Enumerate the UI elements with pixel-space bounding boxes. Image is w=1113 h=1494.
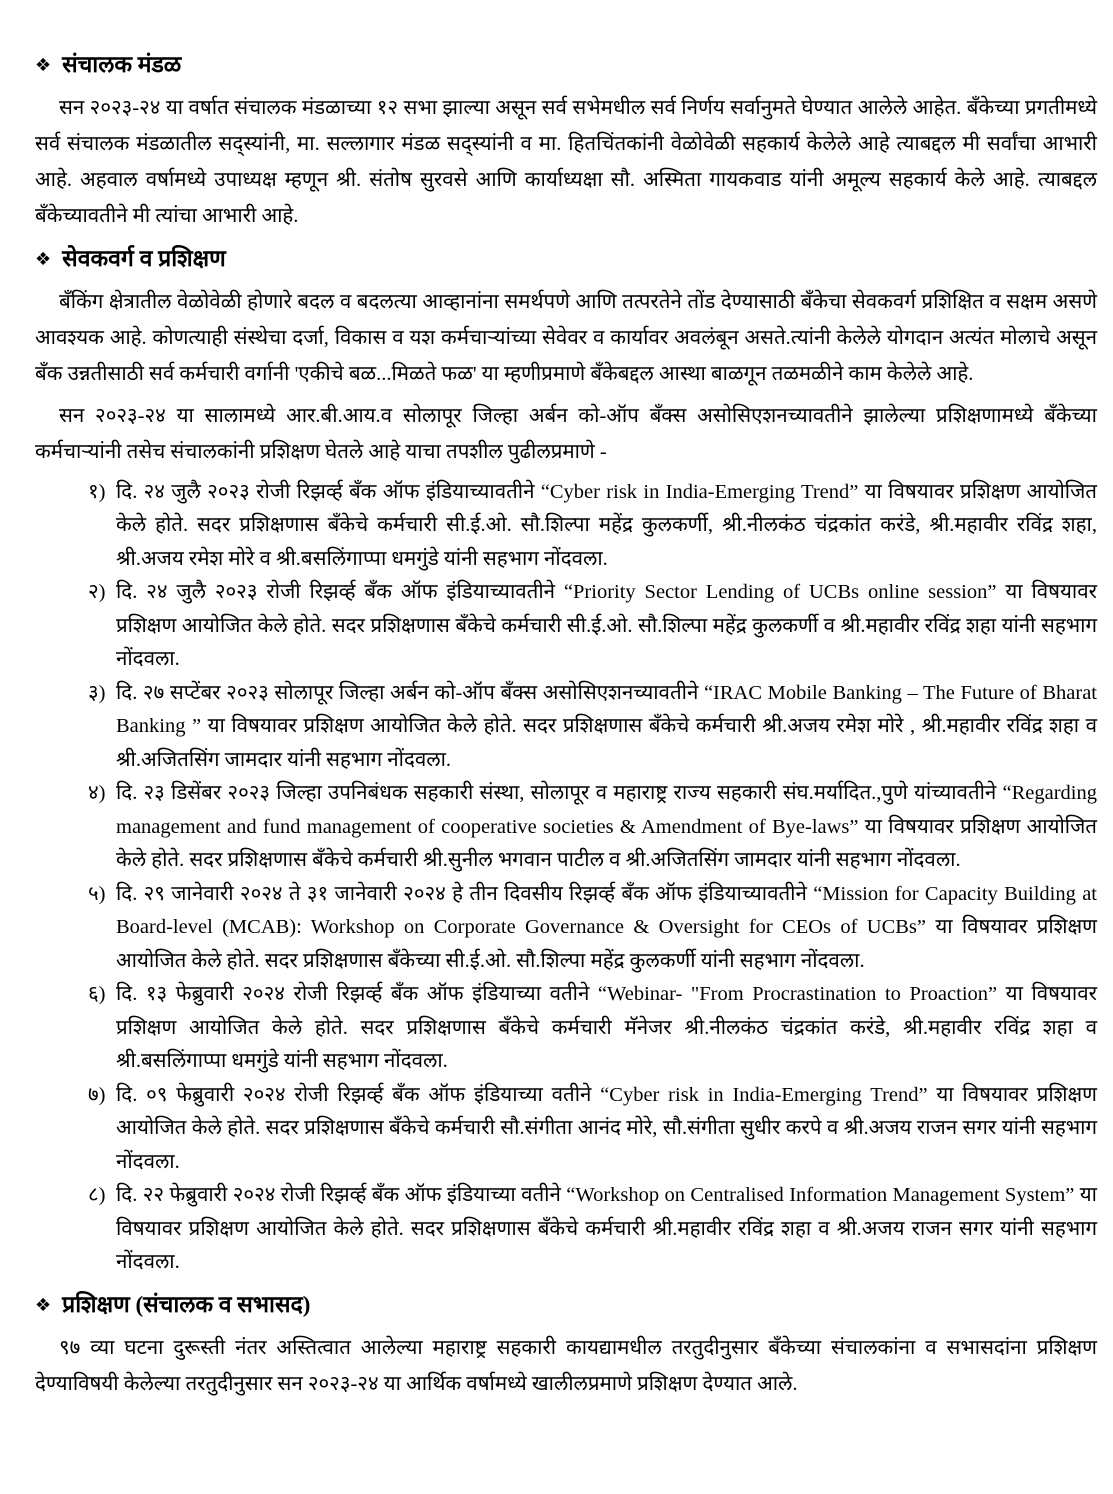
diamond-bullet-icon: ❖ <box>35 55 52 75</box>
item-text: दि. २३ डिसेंबर २०२३ जिल्हा उपनिबंधक सहकारी संस्था, सोलापूर व महाराष्ट्र राज्य सहकारी संघ.मर्यादित.,पुणे यांच्यावतीने “Regarding management and fund management of cooperative societies & Amendment of Bye-laws” या विषयावर प्रशिक्षण आयोजित केले होते. सदर प्रशिक्षणास बँकेचे कर्मचारी श्री.सुनील भगवान पाटील व श्री.अजितसिंग जामदार यांनी सहभाग नोंदवला. <box>116 782 1097 872</box>
training-list <box>35 476 1097 1280</box>
training-list-item <box>88 677 1097 778</box>
item-number: ५) <box>88 882 106 905</box>
paragraph-staff-importance: बँकिंग क्षेत्रातील वेळोवेळी होणारे बदल व बदलत्या आव्हानांना समर्थपणे आणि तत्परतेने तोंड देण्यासाठी बँकेचा सेवकवर्ग प्रशिक्षित व सक्षम असणे आवश्यक आहे. कोणत्याही संस्थेचा दर्जा, विकास व यश कर्मचाऱ्यांच्या सेवेवर व कार्यावर अवलंबून असते.त्यांनी केलेले योगदान अत्यंत मोलाचे असून बँक उन्नतीसाठी सर्व कर्मचारी वर्गानी 'एकीचे बळ...मिळते फळ' या म्हणीप्रमाणे बँकेबद्दल आस्था बाळगून तळमळीने काम केलेले आहे. <box>35 290 1097 385</box>
training-list-item <box>88 978 1097 1079</box>
section-heading-text: सेवकवर्ग व प्रशिक्षण <box>62 245 226 271</box>
item-text: दि. २४ जुलै २०२३ रोजी रिझर्व्ह बँक ऑफ इंडियाच्यावतीने “Priority Sector Lending of UCBs online session” या विषयावर प्रशिक्षण आयोजित केले होते. सदर प्रशिक्षणास बँकेचे कर्मचारी सी.ई.ओ. सौ.शिल्पा महेंद्र कुलकर्णी व श्री.महावीर रविंद्र शहा यांनी सहभाग नोंदवला. <box>116 581 1097 671</box>
item-number: ८) <box>88 1184 106 1207</box>
item-text: दि. २४ जुलै २०२३ रोजी रिझर्व्ह बँक ऑफ इंडियाच्यावतीने “Cyber risk in India-Emerging Trend” या विषयावर प्रशिक्षण आयोजित केले होते. सदर प्रशिक्षणास बँकेचे कर्मचारी सी.ई.ओ. सौ.शिल्पा महेंद्र कुलकर्णी, श्री.नीलकंठ चंद्रकांत करंडे, श्री.महावीर रविंद्र शहा, श्री.अजय रमेश मोरे व श्री.बसलिंगाप्पा धमगुंडे यांनी सहभाग नोंदवला. <box>116 480 1097 570</box>
paragraph-training-intro: सन २०२३-२४ या सालामध्ये आर.बी.आय.व सोलापूर जिल्हा अर्बन को-ऑप बँक्स असोसिएशनच्यावतीने झालेल्या प्रशिक्षणामध्ये बँकेच्या कर्मचाऱ्यांनी तसेच संचालकांनी प्रशिक्षण घेतले आहे याचा तपशील पुढीलप्रमाणे - <box>35 404 1097 463</box>
training-list-item <box>88 1079 1097 1180</box>
item-text: दि. २२ फेब्रुवारी २०२४ रोजी रिझर्व्ह बँक ऑफ इंडियाच्या वतीने “Workshop on Centralised Information Management System” या विषयावर प्रशिक्षण आयोजित केले होते. सदर प्रशिक्षणास बँकेचे कर्मचारी श्री.महावीर रविंद्र शहा व श्री.अजय राजन सगर यांनी सहभाग नोंदवला. <box>116 1184 1097 1274</box>
training-list-item <box>88 777 1097 878</box>
section-heading <box>35 244 1097 274</box>
item-number: ३) <box>88 681 106 704</box>
item-number: ७) <box>88 1083 106 1106</box>
section-heading <box>35 1290 1097 1320</box>
paragraph-statute-training: ९७ व्या घटना दुरूस्ती नंतर अस्तित्वात आलेल्या महाराष्ट्र सहकारी कायद्यामधील तरतुदीनुसार बँकेच्या संचालकांना व सभासदांना प्रशिक्षण देण्याविषयी केलेल्या तरतुदीनुसार सन २०२३-२४ या आर्थिक वर्षामध्ये खालीलप्रमाणे प्रशिक्षण देण्यात आले. <box>35 1336 1097 1395</box>
training-list-item <box>88 476 1097 577</box>
section-heading-text: प्रशिक्षण (संचालक व सभासद) <box>62 1291 311 1317</box>
item-number: २) <box>88 581 106 604</box>
section-heading-text: संचालक मंडळ <box>62 52 182 77</box>
training-list-item <box>88 576 1097 677</box>
item-number: १) <box>88 480 106 503</box>
section-training-directors-members <box>35 1290 1097 1402</box>
item-text: दि. १३ फेब्रुवारी २०२४ रोजी रिझर्व्ह बँक ऑफ इंडियाच्या वतीने “Webinar- "From Procrastination to Proaction” या विषयावर प्रशिक्षण आयोजित केले होते. सदर प्रशिक्षणास बँकेचे कर्मचारी मॅनेजर श्री.नीलकंठ चंद्रकांत करंडे, श्री.महावीर रविंद्र शहा व श्री.बसलिंगाप्पा धमगुंडे यांनी सहभाग नोंदवला. <box>116 983 1097 1073</box>
item-number: ६) <box>88 983 106 1006</box>
item-text: दि. ०९ फेब्रुवारी २०२४ रोजी रिझर्व्ह बँक ऑफ इंडियाच्या वतीने “Cyber risk in India-Emerging Trend” या विषयावर प्रशिक्षण आयोजित केले होते. सदर प्रशिक्षणास बँकेचे कर्मचारी सौ.संगीता आनंद मोरे, सौ.संगीता सुधीर करपे व श्री.अजय राजन सगर यांनी सहभाग नोंदवला. <box>116 1083 1097 1173</box>
item-number: ४) <box>88 782 106 805</box>
paragraph-board-report: सन २०२३-२४ या वर्षात संचालक मंडळाच्या १२ सभा झाल्या असून सर्व सभेमधील सर्व निर्णय सर्वानुमते घेण्यात आलेले आहेत. बँकेच्या प्रगतीमध्ये सर्व संचालक मंडळातील सद्स्यांनी, मा. सल्लागार मंडळ सद्स्यांनी व मा. हितचिंतकांनी वेळोवेळी सहकार्य केलेले आहे त्याबद्दल मी सर्वांचा आभारी आहे. अहवाल वर्षामध्ये उपाध्यक्ष म्हणून श्री. संतोष सुरवसे आणि कार्याध्यक्षा सौ. अस्मिता गायकवाड यांनी अमूल्य सहकार्य केले आहे. त्याबद्दल बँकेच्यावतीने मी त्यांचा आभारी आहे. <box>35 96 1097 227</box>
item-text: दि. २७ सप्टेंबर २०२३ सोलापूर जिल्हा अर्बन को-ऑप बँक्स असोसिएशनच्यावतीने “IRAC Mobile Banking – The Future of Bharat Banking ” या विषयावर प्रशिक्षण आयोजित केले होते. सदर प्रशिक्षणास बँकेचे कर्मचारी श्री.अजय रमेश मोरे , श्री.महावीर रविंद्र शहा व श्री.अजितसिंग जामदार यांनी सहभाग नोंदवला. <box>116 681 1097 771</box>
section-staff-and-training <box>35 244 1097 1280</box>
training-list-item <box>88 878 1097 979</box>
section-board-of-directors <box>35 50 1097 234</box>
section-heading <box>35 50 1097 80</box>
diamond-bullet-icon: ❖ <box>35 248 52 269</box>
item-text: दि. २९ जानेवारी २०२४ ते ३१ जानेवारी २०२४ हे तीन दिवसीय रिझर्व्ह बँक ऑफ इंडियाच्यावतीने “Mission for Capacity Building at Board-level (MCAB): Workshop on Corporate Governance & Oversight for CEOs of UCBs” या विषयावर प्रशिक्षण आयोजित केले होते. सदर प्रशिक्षणास बँकेच्या सी.ई.ओ. सौ.शिल्पा महेंद्र कुलकर्णी यांनी सहभाग नोंदवला. <box>116 882 1097 972</box>
training-list-item <box>88 1179 1097 1280</box>
diamond-bullet-icon: ❖ <box>35 1294 52 1315</box>
